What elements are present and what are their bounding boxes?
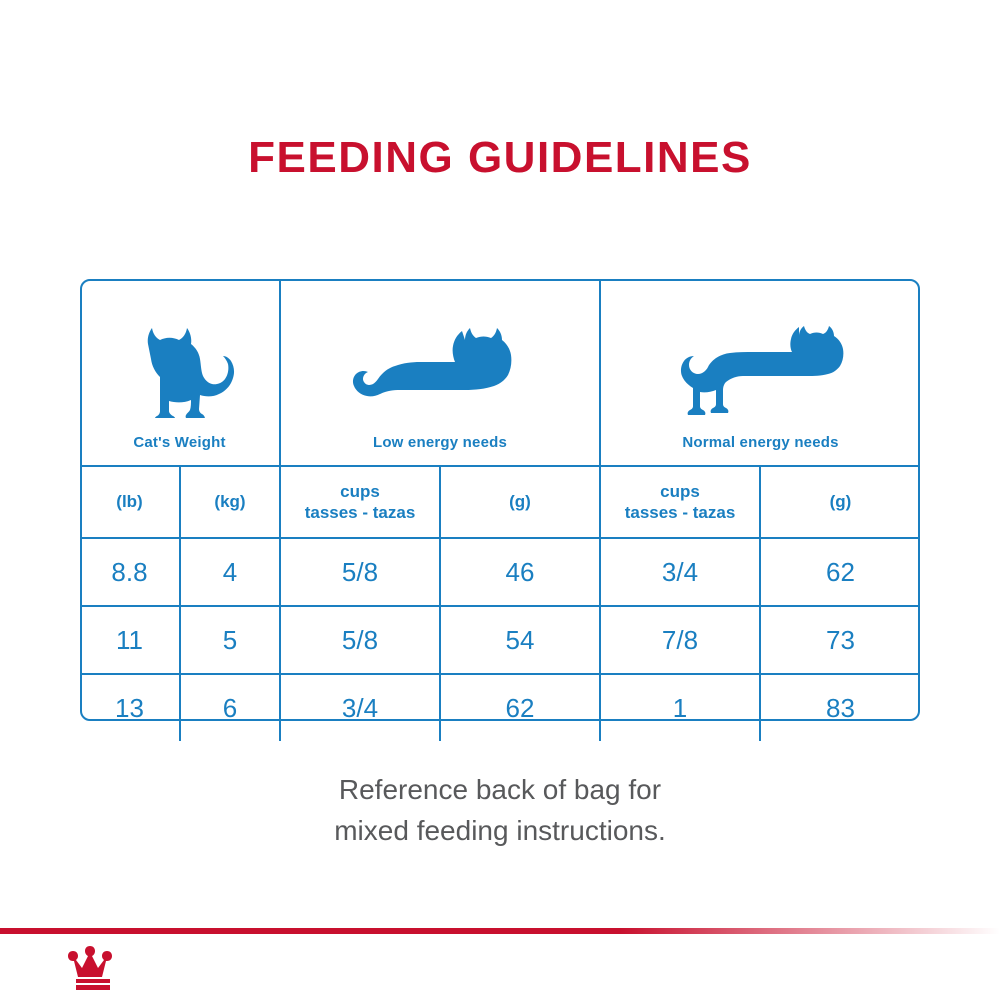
- group-header-low-energy: [280, 279, 600, 466]
- brand-rule: [0, 928, 1000, 934]
- brand-bar: [0, 928, 1000, 1000]
- cell-r2-c4: 1: [600, 674, 760, 741]
- cell-r2-c3: 62: [440, 674, 600, 741]
- cell-r1-c0: 11: [80, 606, 180, 674]
- unit-header-normal-cups: [600, 466, 760, 538]
- unit-header-kg-main: (kg): [214, 492, 246, 512]
- cell-r0-c0: 8.8: [80, 538, 180, 606]
- unit-header-low-grams: [440, 466, 600, 538]
- unit-header-normal-grams: [760, 466, 920, 538]
- unit-header-lb-main: (lb): [116, 492, 143, 512]
- group-header-weight: [80, 279, 280, 466]
- walking-cat-icon: [671, 326, 851, 418]
- group-header-normal-energy: [600, 279, 920, 466]
- table-row: [80, 538, 920, 606]
- group-header-low-energy-label: Low energy needs: [372, 434, 508, 451]
- cell-r0-c4: 3/4: [600, 538, 760, 606]
- lying-cat-icon: [345, 326, 535, 418]
- unit-header-low-grams-main: (g): [509, 492, 531, 512]
- unit-header-low-cups-sub: tasses - tazas: [304, 503, 416, 522]
- table-row: [80, 606, 920, 674]
- cell-r2-c2: 3/4: [280, 674, 440, 741]
- group-header-weight-label: Cat's Weight: [133, 434, 226, 451]
- cell-r0-c3: 46: [440, 538, 600, 606]
- page-title: FEEDING GUIDELINES: [248, 133, 752, 182]
- cell-r0-c1: 4: [180, 538, 280, 606]
- cell-r1-c3: 54: [440, 606, 600, 674]
- unit-header-low-cups-main: cups: [340, 481, 380, 501]
- sitting-cat-icon: [115, 326, 245, 418]
- table-row: [80, 674, 920, 741]
- footnote-line-2: mixed feeding instructions.: [334, 814, 666, 846]
- unit-header-normal-grams-main: (g): [829, 492, 852, 512]
- cell-r1-c4: 7/8: [600, 606, 760, 674]
- cell-r0-c2: 5/8: [280, 538, 440, 606]
- cell-r2-c0: 13: [80, 674, 180, 741]
- feeding-table: [80, 279, 920, 741]
- footnote-line-1: Reference back of bag for: [338, 774, 662, 805]
- footnote: [0, 770, 1000, 851]
- table-row-group-headers: [80, 279, 920, 466]
- royal-canin-crown-icon: [62, 940, 124, 997]
- table-row-unit-headers: [80, 466, 920, 538]
- cell-r1-c5: 73: [760, 606, 920, 674]
- unit-header-normal-cups-sub: tasses - tazas: [624, 503, 736, 522]
- cell-r1-c1: 5: [180, 606, 280, 674]
- unit-header-kg: [180, 466, 280, 538]
- unit-header-normal-cups-main: cups: [660, 481, 700, 501]
- unit-header-low-cups: [280, 466, 440, 538]
- feeding-table-container: [80, 279, 920, 721]
- cell-r1-c2: 5/8: [280, 606, 440, 674]
- cell-r2-c1: 6: [180, 674, 280, 741]
- cell-r2-c5: 83: [760, 674, 920, 741]
- cell-r0-c5: 62: [760, 538, 920, 606]
- group-header-normal-energy-label: Normal energy needs: [682, 434, 839, 451]
- unit-header-lb: [80, 466, 180, 538]
